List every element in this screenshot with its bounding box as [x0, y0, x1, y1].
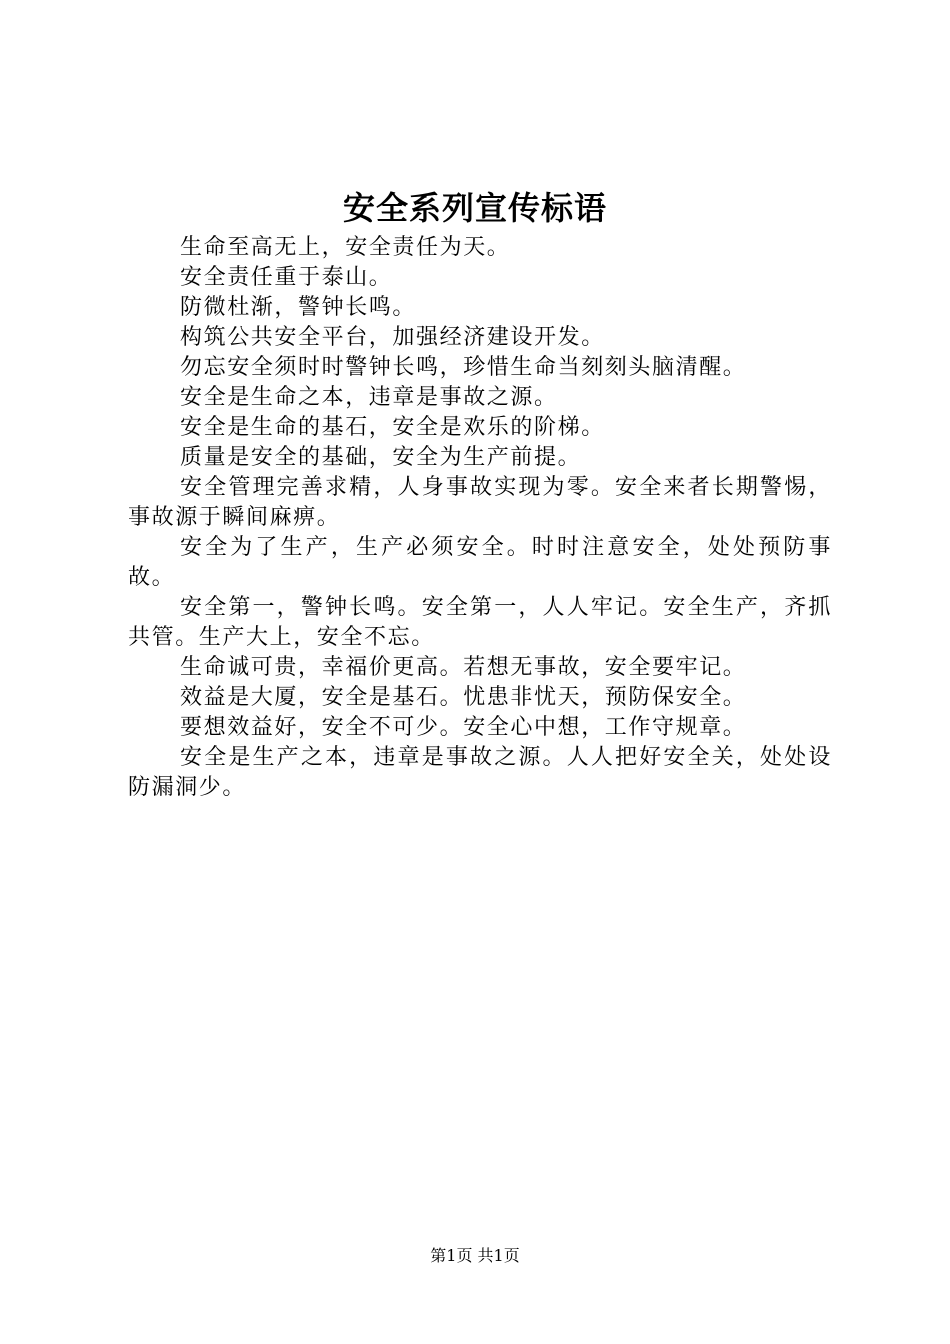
page-footer: 第1页 共1页 [430, 1246, 520, 1265]
paragraph: 勿忘安全须时时警钟长鸣，珍惜生命当刻刻头脑清醒。 [180, 355, 747, 380]
paragraph: 要想效益好，安全不可少。安全心中想，工作守规章。 [180, 715, 747, 740]
paragraph: 防微杜渐，警钟长鸣。 [180, 295, 417, 320]
paragraph: 安全为了生产，生产必须安全。时时注意安全，处处预防事故。 [128, 535, 832, 590]
paragraph: 生命诚可贵，幸福价更高。若想无事故，安全要牢记。 [180, 655, 747, 680]
paragraph: 安全是生命之本，违章是事故之源。 [180, 385, 558, 410]
paragraph: 安全第一，警钟长鸣。安全第一，人人牢记。安全生产，齐抓共管。生产大上，安全不忘。 [128, 595, 832, 650]
paragraph: 质量是安全的基础，安全为生产前提。 [180, 445, 582, 470]
paragraph: 安全是生产之本，违章是事故之源。人人把好安全关，处处设防漏洞少。 [128, 745, 832, 800]
paragraph: 构筑公共安全平台，加强经济建设开发。 [180, 325, 605, 350]
paragraph: 安全责任重于泰山。 [180, 265, 393, 290]
paragraph: 效益是大厦，安全是基石。忧患非忧天，预防保安全。 [180, 685, 747, 710]
paragraph: 生命至高无上，安全责任为天。 [180, 235, 511, 260]
paragraph: 安全是生命的基石，安全是欢乐的阶梯。 [180, 415, 605, 440]
document-body [128, 233, 832, 803]
paragraph: 安全管理完善求精，人身事故实现为零。安全来者长期警惕，事故源于瞬间麻痹。 [128, 475, 832, 530]
document-title: 安全系列宣传标语 [342, 189, 607, 227]
